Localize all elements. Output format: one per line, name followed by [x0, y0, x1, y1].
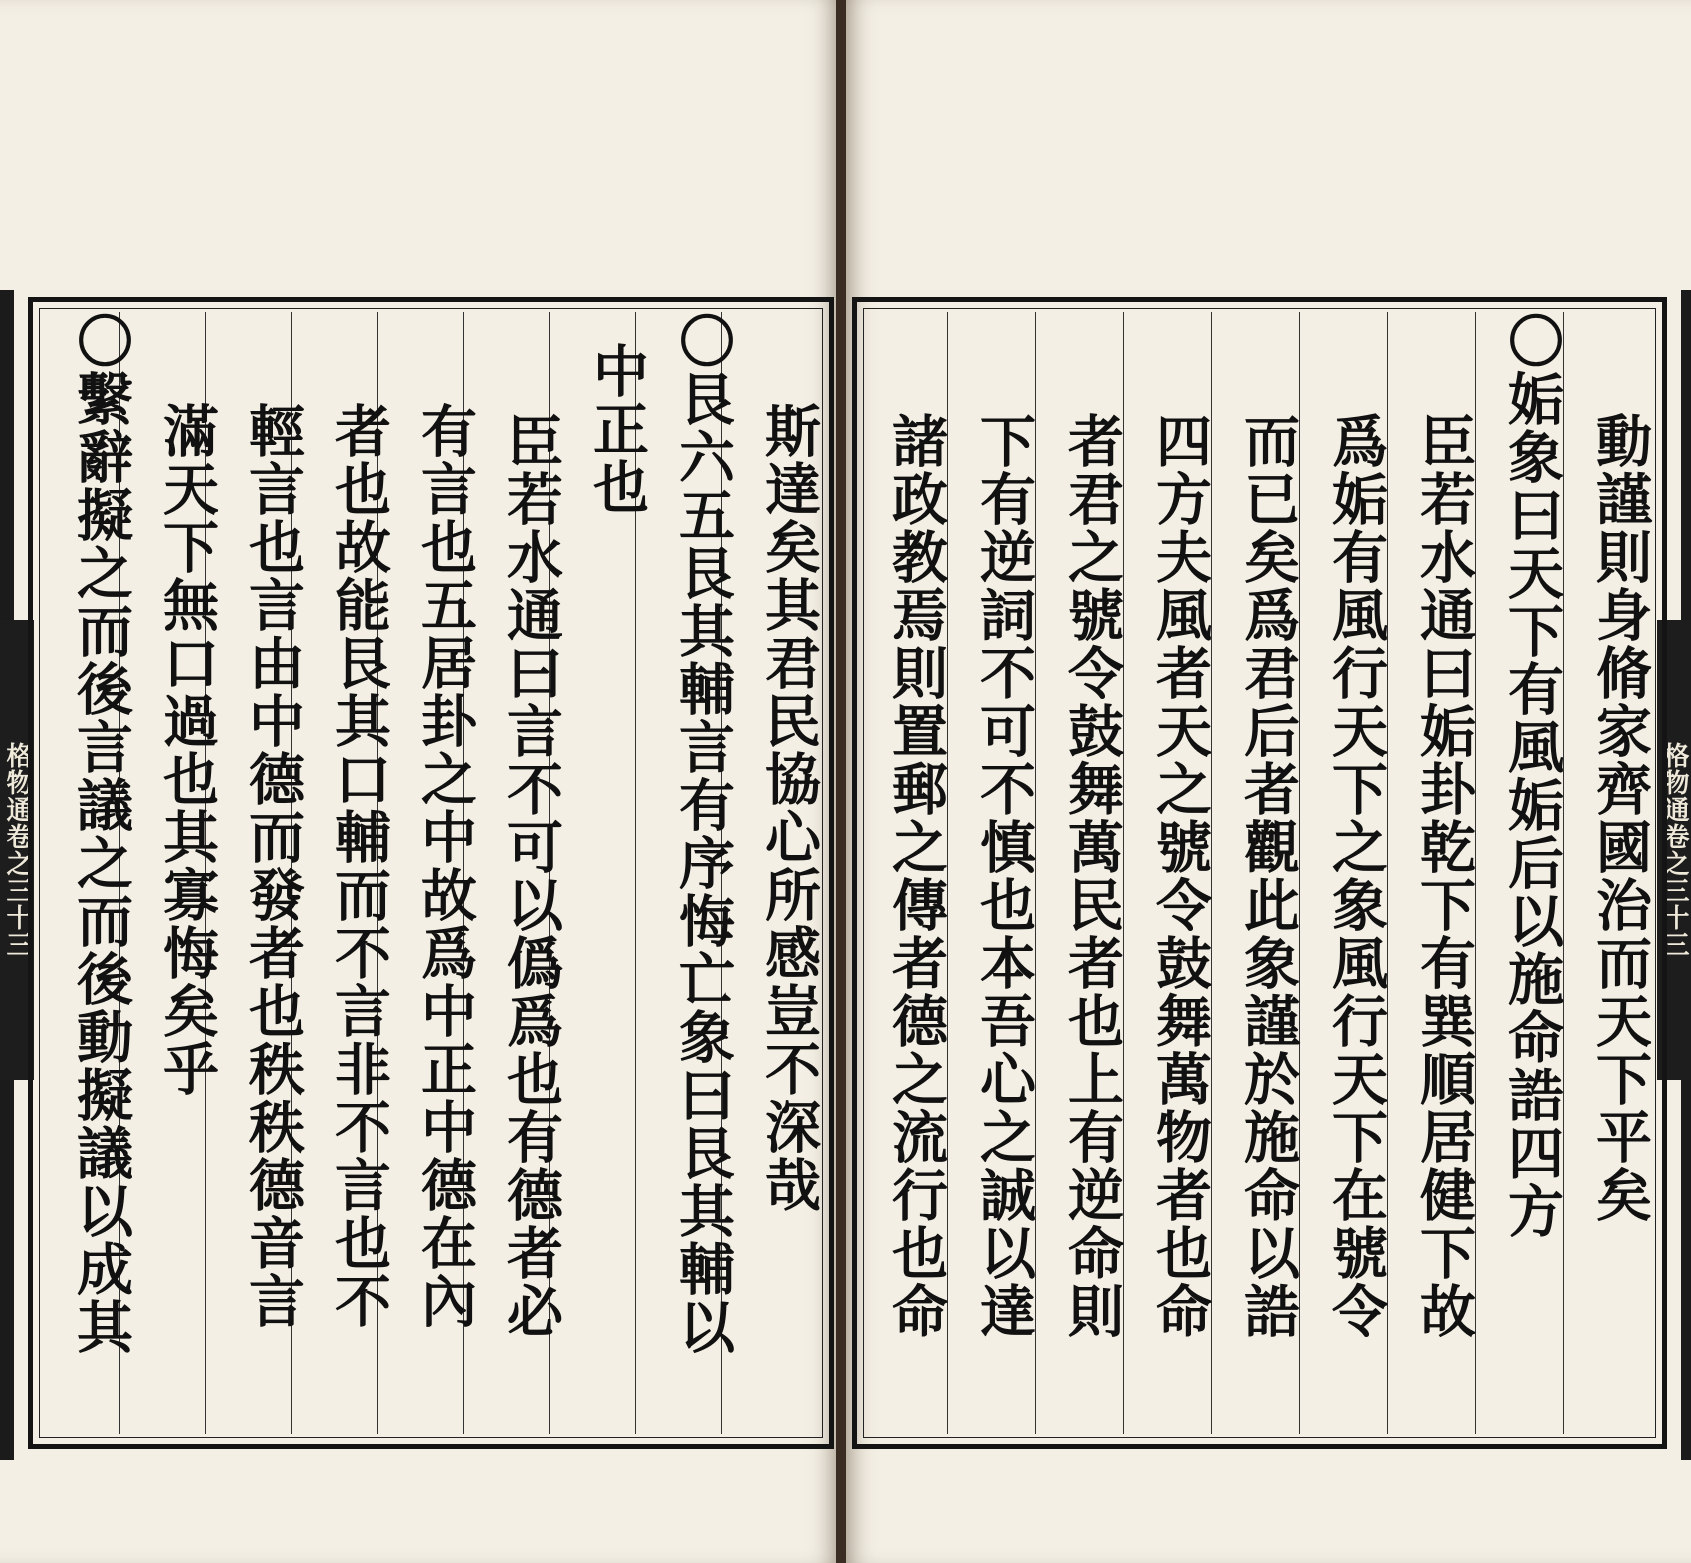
text-column-2: 〇艮六五艮其輔言有序悔亡象曰艮其輔以	[670, 312, 736, 1356]
right-text-frame	[852, 297, 1667, 1449]
text-column-3: 中正也	[584, 342, 650, 516]
text-column-7: 者君之號令鼓舞萬民者也上有逆命則	[1059, 412, 1125, 1340]
text-column-8: 下有逆詞不可不慎也本吾心之誠以達	[971, 412, 1037, 1340]
text-column-6: 四方夫風者天之號令鼓舞萬物者也命	[1147, 412, 1213, 1340]
right-fold-label: 格物通卷之三十三	[1657, 620, 1691, 1080]
left-page	[0, 0, 838, 1563]
left-fold-label: 格物通卷之三十三	[0, 620, 34, 1080]
text-column-5: 而已矣爲君后者觀此象謹於施命以誥	[1235, 412, 1301, 1340]
text-column-2: 〇姤象曰天下有風姤后以施命誥四方	[1499, 312, 1565, 1240]
text-column-1: 動謹則身脩家齊國治而天下平矣	[1587, 412, 1653, 1224]
right-page	[846, 0, 1691, 1563]
left-text-frame	[28, 297, 834, 1449]
text-column-4: 臣若水通曰言不可以僞爲也有德者必	[498, 412, 564, 1340]
text-column-1: 斯達矣其君民協心所感豈不深哉	[756, 402, 822, 1214]
text-column-9: 〇繫辭擬之而後言議之而後動擬議以成其	[68, 312, 134, 1356]
text-column-4: 爲姤有風行天下之象風行天下在號令	[1323, 412, 1389, 1340]
text-column-5: 有言也五居卦之中故爲中正中德在內	[412, 402, 478, 1330]
text-column-8: 滿天下無口過也其寡悔矣乎	[154, 402, 220, 1098]
text-column-7: 輕言也言由中德而發者也秩秩德音言	[240, 402, 306, 1330]
text-column-3: 臣若水通曰姤卦乾下有巽順居健下故	[1411, 412, 1477, 1340]
text-column-6: 者也故能艮其口輔而不言非不言也不	[326, 402, 392, 1330]
text-column-9: 諸政教焉則置郵之傳者德之流行也命	[883, 412, 949, 1340]
